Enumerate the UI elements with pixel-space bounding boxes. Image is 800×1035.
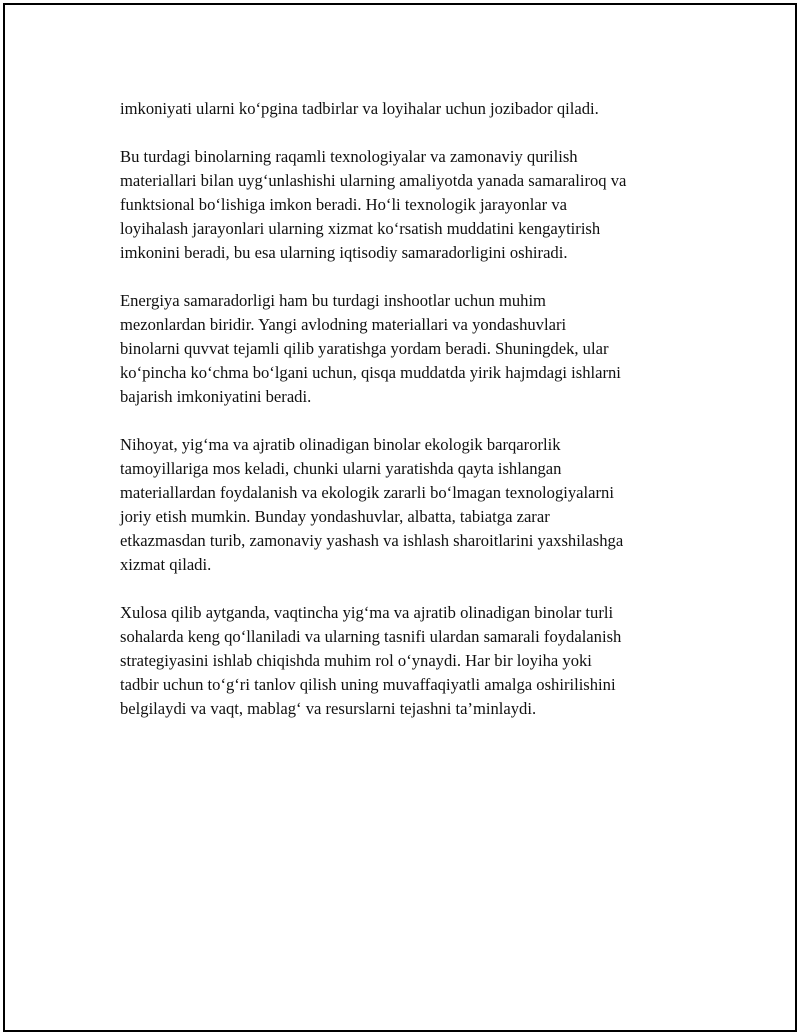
paragraph-digital-integration: Bu turdagi binolarning raqamli texnologiyalar va zamonaviy qurilish materiallari bilan uyg‘unlashishi ularning amaliyotda yanada samaraliroq va funktsional bo‘lishiga imkon beradi. Ho‘li texnologik jarayonlar va loyihalash jarayonlari ularning xizmat ko‘rsatish muddatini kengaytirish imkonini beradi, bu esa ularning iqtisodiy samaradorligini oshiradi.	[120, 147, 627, 262]
paragraph-ecological-sustainability: Nihoyat, yig‘ma va ajratib olinadigan binolar ekologik barqarorlik tamoyillariga mos keladi, chunki ularni yaratishda qayta ishlangan materiallardan foydalanish va ekologik zararli bo‘lmagan texnologiyalarni joriy etish mumkin. Bunday yondashuvlar, albatta, tabiatga zarar etkazmasdan turib, zamonaviy yashash va ishlash sharoitlarini yaxshilashga xizmat qiladi.	[120, 435, 624, 574]
paragraph-conclusion: Xulosa qilib aytganda, vaqtincha yig‘ma va ajratib olinadigan binolar turli sohalarda keng qo‘llaniladi va ularning tasnifi ulardan samarali foydalanish strategiyasini ishlab chiqishda muhim rol o‘ynaydi. Har bir loyiha yoki tadbir uchun to‘g‘ri tanlov qilish uning muvaffaqiyatli amalga oshirilishini belgilaydi va vaqt, mablag‘ va resurslarni tejashni ta’minlaydi.	[120, 603, 622, 718]
document-body	[120, 97, 690, 745]
paragraph-energy-efficiency: Energiya samaradorligi ham bu turdagi inshootlar uchun muhim mezonlardan biridir. Yangi avlodning materiallari va yondashuvlari binolarni quvvat tejamli qilib yaratishga yordam beradi. Shuningdek, ular ko‘pincha ko‘chma bo‘lgani uchun, qisqa muddatda yirik hajmdagi ishlarni bajarish imkoniyatini beradi.	[120, 291, 621, 406]
paragraph-continuation: imkoniyati ularni ko‘pgina tadbirlar va loyihalar uchun jozibador qiladi.	[120, 99, 599, 118]
document-page	[3, 3, 797, 1032]
